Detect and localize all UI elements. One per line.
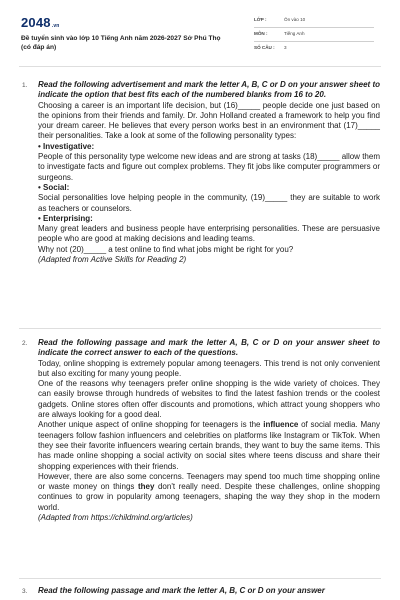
meta-subject: MÔN : Tiếng Anh bbox=[254, 31, 305, 36]
passage-paragraph: One of the reasons why teenagers prefer online shopping is the wide variety of choices. They can easily browse through hundreds of websites to find the latest fashion trends or the coolest gadgets. Online stores often offer discounts and promotions, which attract young shoppers who are always looking for a good deal. bbox=[38, 379, 380, 420]
passage-paragraph: However, there are also some concerns. Teenagers may spend too much time shopping online or waste money on things they don't really need. Despite these challenges, online shopping continues to grow in popularity among teenagers, shaping the way they shop in the modern world. bbox=[38, 471, 380, 512]
meta-class: LỚP : Ôn vào 10 bbox=[254, 17, 306, 22]
passage-paragraph: Why not (20)_____ a test online to find what jobs might be right for you? bbox=[38, 244, 294, 254]
meta-divider bbox=[254, 41, 374, 42]
passage-heading: • Enterprising: bbox=[38, 213, 93, 223]
question-divider bbox=[19, 578, 381, 579]
site-logo[interactable]: 2048.vn bbox=[21, 15, 60, 30]
question-number: 3. bbox=[22, 588, 28, 595]
question-number: 1. bbox=[22, 82, 28, 89]
question-instruction: Read the following passage and mark the letter A, B, C or D on your answer sheet to indicate the correct answer to each of the questions. bbox=[38, 338, 380, 358]
highlighted-word: they bbox=[137, 482, 155, 492]
passage-paragraph: Social personalities love helping people in the community, (19)_____ they are suitable to work as teachers or counselors. bbox=[38, 193, 380, 213]
meta-question-count: SỐ CÂU : 3 bbox=[254, 45, 287, 50]
question-instruction: Read the following advertisement and mark the letter A, B, C or D on your answer sheet to indicate the option that best fits each of the numbered blanks from 16 to 20. bbox=[38, 80, 380, 100]
passage-source: (Adapted from https://childmind.org/articles) bbox=[38, 513, 193, 523]
page-header bbox=[0, 0, 400, 62]
passage-paragraph: People of this personality type welcome new ideas and are strong at tasks (18)_____ allow them to investigate facts and figure out complex problems. They fit jobs like computer programmers or surgeons. bbox=[38, 152, 380, 182]
question-divider bbox=[19, 328, 381, 329]
passage-paragraph: Choosing a career is an important life decision, but (16)_____ people decide one just based on the opinions from their friends and family. Dr. John Holland created a framework to help you find your dream career. He believes that every person works best in an environment that (17)_____ their personalities. Take a look at some of the following personality types: bbox=[38, 100, 380, 141]
header-divider bbox=[19, 66, 381, 67]
question-instruction: Read the following passage and mark the letter A, B, C or D on your answer bbox=[38, 586, 325, 595]
highlighted-word: influence bbox=[263, 420, 299, 430]
question-body bbox=[38, 586, 380, 596]
passage-heading: • Social: bbox=[38, 182, 70, 192]
question-body bbox=[38, 80, 380, 265]
meta-divider bbox=[254, 27, 374, 28]
passage-paragraph: Another unique aspect of online shopping for teenagers is the influence of social media. Many teenagers follow fashion influencers and celebrities on platforms like Instagram or TikTok. When they see their favorite influencers wearing certain brands, they want to buy the same items. This has made online shopping a social activity on social sites where teens discuss and share their shopping experiences with their friends. bbox=[38, 420, 381, 471]
question-number: 2. bbox=[22, 340, 28, 347]
question-body bbox=[38, 338, 380, 523]
passage-heading: • Investigative: bbox=[38, 141, 95, 151]
passage-paragraph: Many great leaders and business people have enterprising personalities. These are persuasive people who are good at making decisions and leading teams. bbox=[38, 224, 380, 244]
page-title: Đề tuyển sinh vào lớp 10 Tiếng Anh năm 2026-2027 Sở Phú Thọ (có đáp án) bbox=[21, 35, 221, 51]
passage-source: (Adapted from Active Skills for Reading 2) bbox=[38, 255, 187, 265]
passage-paragraph: Today, online shopping is extremely popular among teenagers. This trend is not only convenient but also exciting for many young people. bbox=[38, 358, 380, 378]
